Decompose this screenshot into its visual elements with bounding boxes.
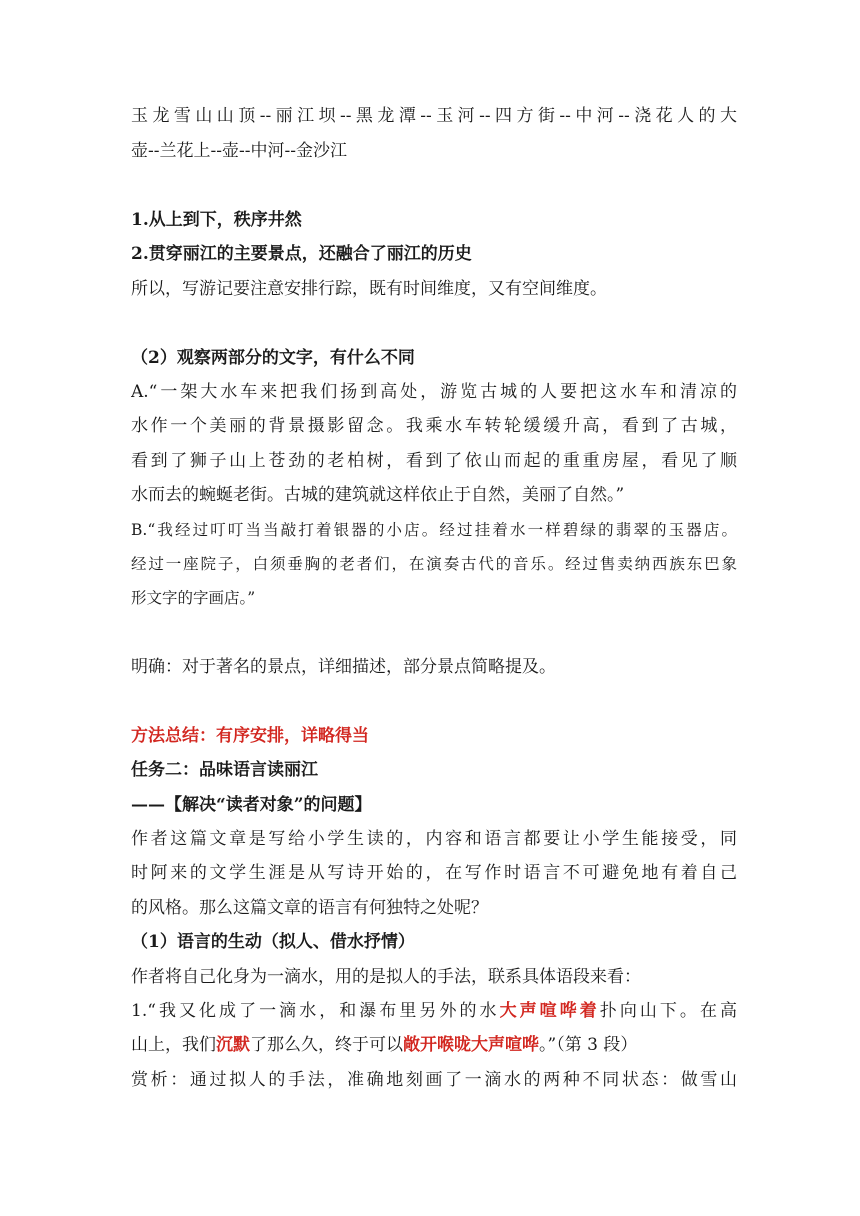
quote-2-highlight-2: 敞开喉咙大声喧哗 [403, 1035, 539, 1055]
compare-heading: （2）观察两部分的文字，有什么不同 [131, 348, 415, 368]
quote-1-highlight: 大声喧哗着 [499, 1001, 600, 1021]
method-summary: 方法总结：有序安排，详略得当 [131, 726, 369, 746]
task-2-title: 任务二：品味语言读丽江 [131, 760, 318, 780]
route-line-1: 玉龙雪山山顶--丽江坝--黑龙潭--玉河--四方街--中河--浇花人的大 [131, 106, 737, 126]
quote-line-1 [131, 999, 737, 1023]
passage-a-line-4: 水而去的蜿蜒老街。古城的建筑就这样依止于自然，美丽了自然。” [131, 485, 625, 505]
route-line-2: 壶--兰花上--壶--中河--金沙江 [131, 141, 347, 161]
quote-1-text-b: 扑向山下。在高 [599, 1001, 737, 1021]
point-1: 1.从上到下，秩序井然 [131, 210, 302, 230]
clarify-text: 明确：对于著名的景点，详细描述，部分景点简略提及。 [131, 657, 556, 677]
intro-line-3: 的风格。那么这篇文章的语言有何独特之处呢？ [131, 898, 488, 918]
section-1-text: 作者将自己化身为一滴水，用的是拟人的手法，联系具体语段来看： [131, 967, 641, 987]
quote-2-text-b: 了那么久，终于可以 [250, 1035, 403, 1055]
passage-b-line-2: 经过一座院子，白须垂胸的老者们，在演奏古代的音乐。经过售卖纳西族东巴象 [131, 555, 737, 573]
passage-a-line-2: 水作一个美丽的背景摄影留念。我乘水车转轮缓缓升高，看到了古城， [131, 416, 737, 436]
passage-b-line-1: B.“我经过叮叮当当敲打着银器的小店。经过挂着水一样碧绿的翡翠的玉器店。 [131, 521, 737, 539]
intro-line-1: 作者这篇文章是写给小学生读的，内容和语言都要让小学生能接受，同 [131, 829, 737, 849]
passage-a-line-1: A.“一架大水车来把我们扬到高处，游览古城的人要把这水车和清凉的 [131, 382, 737, 402]
point-2: 2.贯穿丽江的主要景点，还融合了丽江的历史 [131, 244, 472, 264]
analysis-text: 赏析：通过拟人的手法，准确地刻画了一滴水的两种不同状态：做雪山 [131, 1070, 737, 1090]
quote-2-text-a: 山上，我们 [131, 1035, 216, 1055]
quote-2-text-c: 。”（第 3 段） [539, 1035, 638, 1055]
conclusion-text: 所以，写游记要注意安排行踪，既有时间维度，又有空间维度。 [131, 279, 607, 299]
quote-1-text-a: 1.“我又化成了一滴水，和瀑布里另外的水 [131, 1001, 500, 1021]
task-2-subtitle: ——【解决“读者对象”的问题】 [131, 795, 372, 815]
quote-2-highlight-1: 沉默 [216, 1035, 250, 1055]
quote-line-2 [131, 1033, 737, 1057]
section-1-heading: （1）语言的生动（拟人、借水抒情） [131, 932, 415, 952]
passage-a-line-3: 看到了狮子山上苍劲的老柏树，看到了依山而起的重重房屋，看见了顺 [131, 451, 737, 471]
intro-line-2: 时阿来的文学生涯是从写诗开始的，在写作时语言不可避免地有着自己 [131, 863, 737, 883]
passage-b-line-3: 形文字的字画店。” [131, 589, 256, 607]
